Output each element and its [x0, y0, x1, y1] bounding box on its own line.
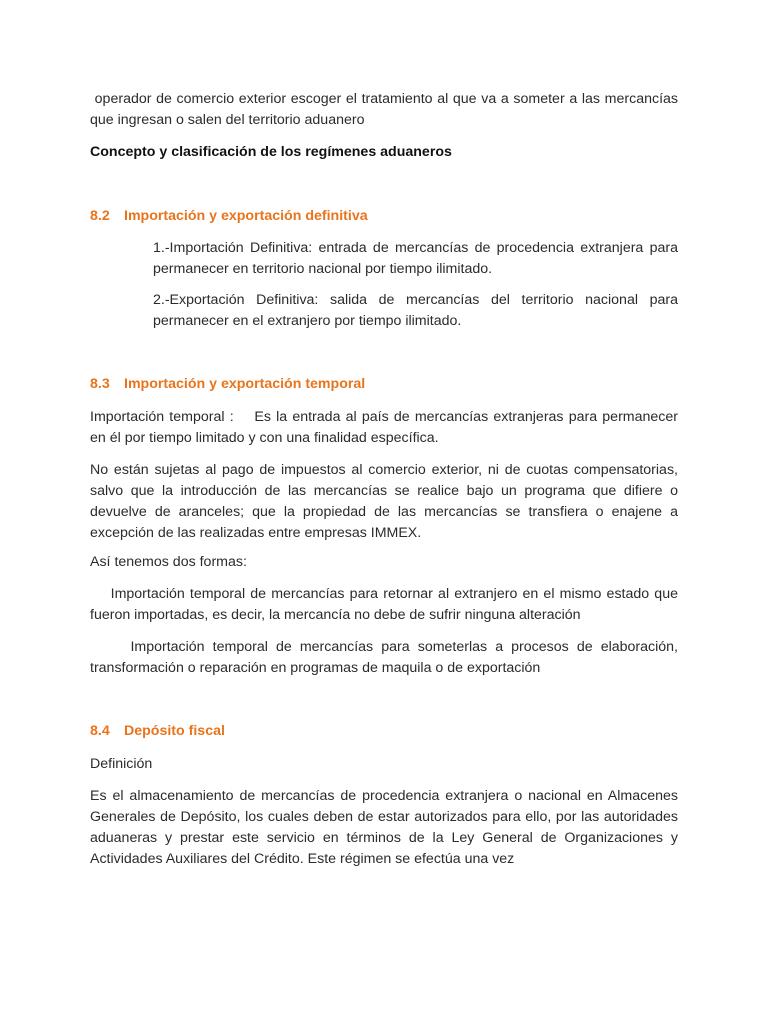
- two-forms-paragraph: Así tenemos dos formas:: [90, 554, 247, 570]
- section-number: 8.3: [90, 376, 110, 392]
- concept-heading: Concepto y clasificación de los regímenes aduaneros: [90, 144, 452, 160]
- section-title: Importación y exportación definitiva: [124, 208, 368, 224]
- temporary-import-form-2: Importación temporal de mercancías para someterlas a procesos de elaboración, transformación o reparación en programas de maquila o de exportación: [90, 639, 682, 676]
- temporary-import-definition: Importación temporal : Es la entrada al país de mercancías extranjeras para permanecer en él por tiempo limitado y con una finalidad específica.: [90, 409, 682, 446]
- section-title: Depósito fiscal: [124, 723, 225, 739]
- tax-exemption-paragraph: No están sujetas al pago de impuestos al comercio exterior, ni de cuotas compensatorias, salvo que la introducción de las mercancías se realice bajo un programa que difiere o devuelve de aranceles; que la propiedad de las mercancías se transfiera o enajene a excepción de las realizadas entre empresas IMMEX.: [90, 462, 678, 541]
- section-title: Importación y exportación temporal: [124, 376, 366, 392]
- definitive-import-item: 1.-Importación Definitiva: entrada de mercancías de procedencia extranjera para permanecer en territorio nacional por tiempo ilimitado.: [153, 240, 678, 277]
- section-heading-8-2: [90, 206, 368, 227]
- definitive-export-item: 2.-Exportación Definitiva: salida de mercancías del territorio nacional para permanecer en el extranjero por tiempo ilimitado.: [153, 292, 678, 329]
- section-heading-8-3: [90, 374, 365, 395]
- section-number: 8.2: [90, 208, 110, 224]
- section-number: 8.4: [90, 723, 110, 739]
- intro-paragraph: operador de comercio exterior escoger el tratamiento al que va a someter a las mercancías que ingresan o salen del territorio aduanero: [90, 91, 682, 128]
- fiscal-deposit-paragraph: Es el almacenamiento de mercancías de procedencia extranjera o nacional en Almacenes Generales de Depósito, los cuales deben de estar autorizados para ello, por las autoridades aduaneras y prestar este servicio en términos de la Ley General de Organizaciones y Actividades Auxiliares del Crédito. Este régimen se efectúa una vez: [90, 788, 678, 867]
- section-heading-8-4: [90, 721, 225, 742]
- temporary-import-form-1: Importación temporal de mercancías para retornar al extranjero en el mismo estado que fueron importadas, es decir, la mercancía no debe de sufrir ninguna alteración: [90, 586, 682, 623]
- definition-label: Definición: [90, 756, 153, 772]
